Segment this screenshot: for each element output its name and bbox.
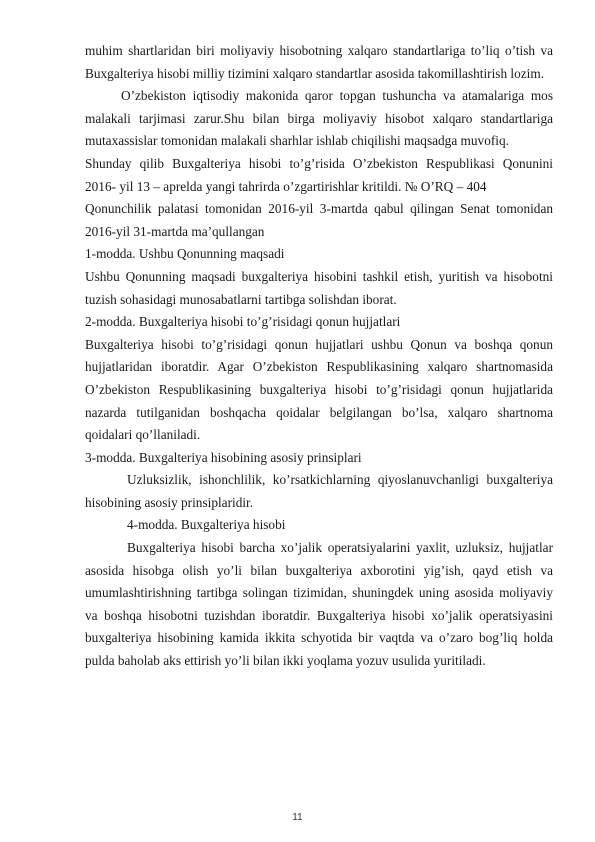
article-3-body: Uzluksizlik, ishonchlilik, ko’rsatkichlarning qiyoslanuvchanligi buxgalteriya hisobining asosiy prinsiplaridir. (85, 472, 553, 510)
page-number: 11 (292, 812, 303, 823)
paragraph-terminology: O’zbekiston iqtisodiy makonida qaror topgan tushuncha va atamalariga mos malakali tarjimasi zarur.Shu bilan birga moliyaviy hisobot xalqaro standartlariga mutaxassislar tomonidan malakali sharhlar ishlab chiqilishi maqsadga muvofiq. (85, 88, 553, 149)
article-4-heading: 4-modda. Buxgalteriya hisobi (127, 517, 286, 533)
document-page (85, 40, 553, 673)
article-2-heading: 2-modda. Buxgalteriya hisobi to’g’risidagi qonun hujjatlari (85, 314, 401, 330)
article-2-body: Buxgalteriya hisobi to’g’risidagi qonun hujjatlari ushbu Qonun va boshqa qonun hujjatlaridan iboratdir. Agar O’zbekiston Respublikasining xalqaro shartnomasida O’zbekiston Respublikasining buxgalteriya hisobi to’g’risidagi qonun hujjatlarida nazarda tutilganidan boshqacha qoidalar belgilangan bo’lsa, xalqaro shartnoma qoidalari qo’llaniladi. (85, 336, 553, 443)
article-1-heading: 1-modda. Ushbu Qonunning maqsadi (85, 246, 285, 262)
article-1-body: Ushbu Qonunning maqsadi buxgalteriya hisobini tashkil etish, yuritish va hisobotni tuzish sohasidagi munosabatlarni tartibga solishdan iborat. (85, 268, 553, 307)
article-4-body: Buxgalteriya hisobi barcha xo’jalik operatsiyalarini yaxlit, uzluksiz, hujjatlar asosida hisobga olish yo’li bilan buxgalteriya axborotini yig’ish, qayd etish va umumlashtirishning tartibga solingan tizimidan, shuningdek uning asosida moliyaviy va boshqa hisobotni tuzishdan iboratdir. Buxgalteriya hisobi xo’jalik operatsiyasini buxgalteriya hisobining kamida ikkita schyotida bir vaqtda va o’zaro bog’liq holda pulda baholab aks ettirish yo’li bilan ikki yoqlama yozuv usulida yuritiladi. (85, 540, 553, 669)
paragraph-intro: muhim shartlaridan biri moliyaviy hisobotning xalqaro standartlariga to’liq o’tish va Buxgalteriya hisobi milliy tizimini xalqaro standartlar asosida takomillashtirish lozim. (85, 43, 553, 81)
article-3-heading: 3-modda. Buxgalteriya hisobining asosiy prinsiplari (85, 449, 362, 465)
paragraph-law-amendment: Shunday qilib Buxgalteriya hisobi to’g’risida O’zbekiston Respublikasi Qonunini 2016- yil 13 – aprelda yangi tahrirda o’zgartirishlar kritildi. № O’RQ – 404 (85, 155, 553, 194)
paragraph-law-adoption: Qonunchilik palatasi tomonidan 2016-yil 3-martda qabul qilingan Senat tomonidan 2016-yil 31-martda ma’qullangan (85, 201, 553, 239)
